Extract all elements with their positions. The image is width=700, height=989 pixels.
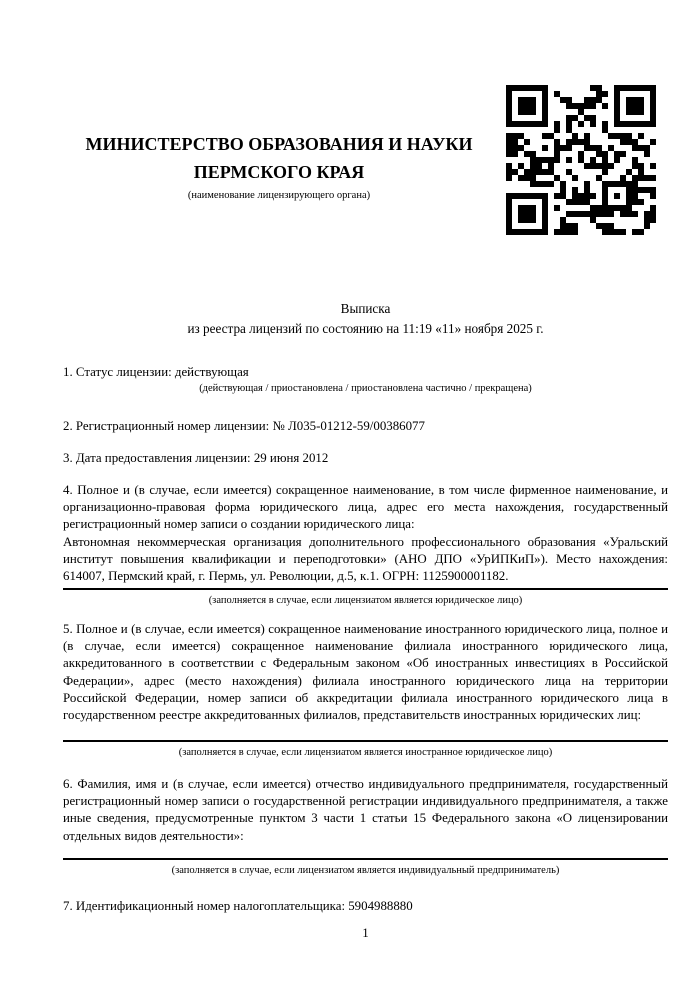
item-6-rule [63,858,668,860]
document-title-line2: из реестра лицензий по состоянию на 11:19 «11» ноября 2025 г. [187,321,544,336]
ministry-name-line1: МИНИСТЕРСТВО ОБРАЗОВАНИЯ И НАУКИ [85,134,473,154]
ministry-header [63,130,495,202]
item-5-rule-caption: (заполняется в случае, если лицензиатом является иностранное юридическое лицо) [178,747,553,759]
item-1-caption: (действующая / приостановлена / приостановлена частично / прекращена) [199,383,532,395]
item-5-foreign-entity [63,621,668,759]
item-6-question: 6. Фамилия, имя и (в случае, если имеется) отчество индивидуального предпринимателя, государственный регистрационный номер записи о государственной регистрации индивидуального предпринимателя, а также иные сведения, предусмотренные пунктом 3 части 1 статьи 15 Федерального закона «О лицензировании отдельных видов деятельности»: [63,777,668,843]
item-2-text: 2. Регистрационный номер лицензии: № Л035-01212-59/00386077 [63,419,425,433]
qr-code-svg [506,85,656,235]
item-7-text: 7. Идентификационный номер налогоплательщика: 5904988880 [63,899,413,913]
document-title-line1: Выписка [340,301,391,316]
page-number: 1 [362,926,369,940]
ministry-name [63,130,495,186]
document-title [63,299,668,339]
item-4-rule-caption: (заполняется в случае, если лицензиатом является юридическое лицо) [208,595,523,607]
item-5-rule [63,740,668,742]
item-3-text: 3. Дата предоставления лицензии: 29 июня 2012 [63,451,329,465]
ministry-caption: (наименование лицензирующего органа) [187,190,371,201]
item-4-answer: Автономная некоммерческая организация дополнительного профессионального образования «Уральский институт повышения квалификации и переподготовки» (АНО ДПО «УрИПКиП»). Место нахождения: 614007, Пермский край, г. Пермь, ул. Революции, д.5, к.1. ОГРН: 1125900001182. [63,534,668,584]
item-4-question: 4. Полное и (в случае, если имеется) сокращенное наименование, в том числе фирменное наименование, и организационно-правовая форма юридического лица, адрес его места нахождения, государственный регистрационный номер записи о создании юридического лица: [63,483,668,532]
item-4-rule [63,588,668,590]
item-6-rule-caption: (заполняется в случае, если лицензиатом является индивидуальный предприниматель) [171,864,560,876]
qr-code [506,85,656,235]
item-1-text: 1. Статус лицензии: действующая [63,365,249,379]
item-4-legal-entity [63,482,668,607]
item-7-taxpayer-id [63,898,668,915]
item-3-grant-date [63,450,668,467]
item-6-individual-entrepreneur [63,776,668,877]
item-2-registration-number [63,418,668,435]
item-5-question: 5. Полное и (в случае, если имеется) сокращенное наименование иностранного юридического лица, полное и (в случае, если имеется) сокращенное наименование филиала иностранного юридического лица, аккредитованного в соответствии с Федеральным законом «Об иностранных инвестициях в Российской Федерации», адрес (место нахождения) филиала иностранного юридического лица на территории Российской Федерации, номер записи об аккредитации филиала иностранного юридического лица в государственном реестре аккредитованных филиалов, представительств иностранных юридических лиц: [63,622,668,723]
ministry-name-line2: ПЕРМСКОГО КРАЯ [193,162,365,182]
item-1-license-status [63,364,668,394]
